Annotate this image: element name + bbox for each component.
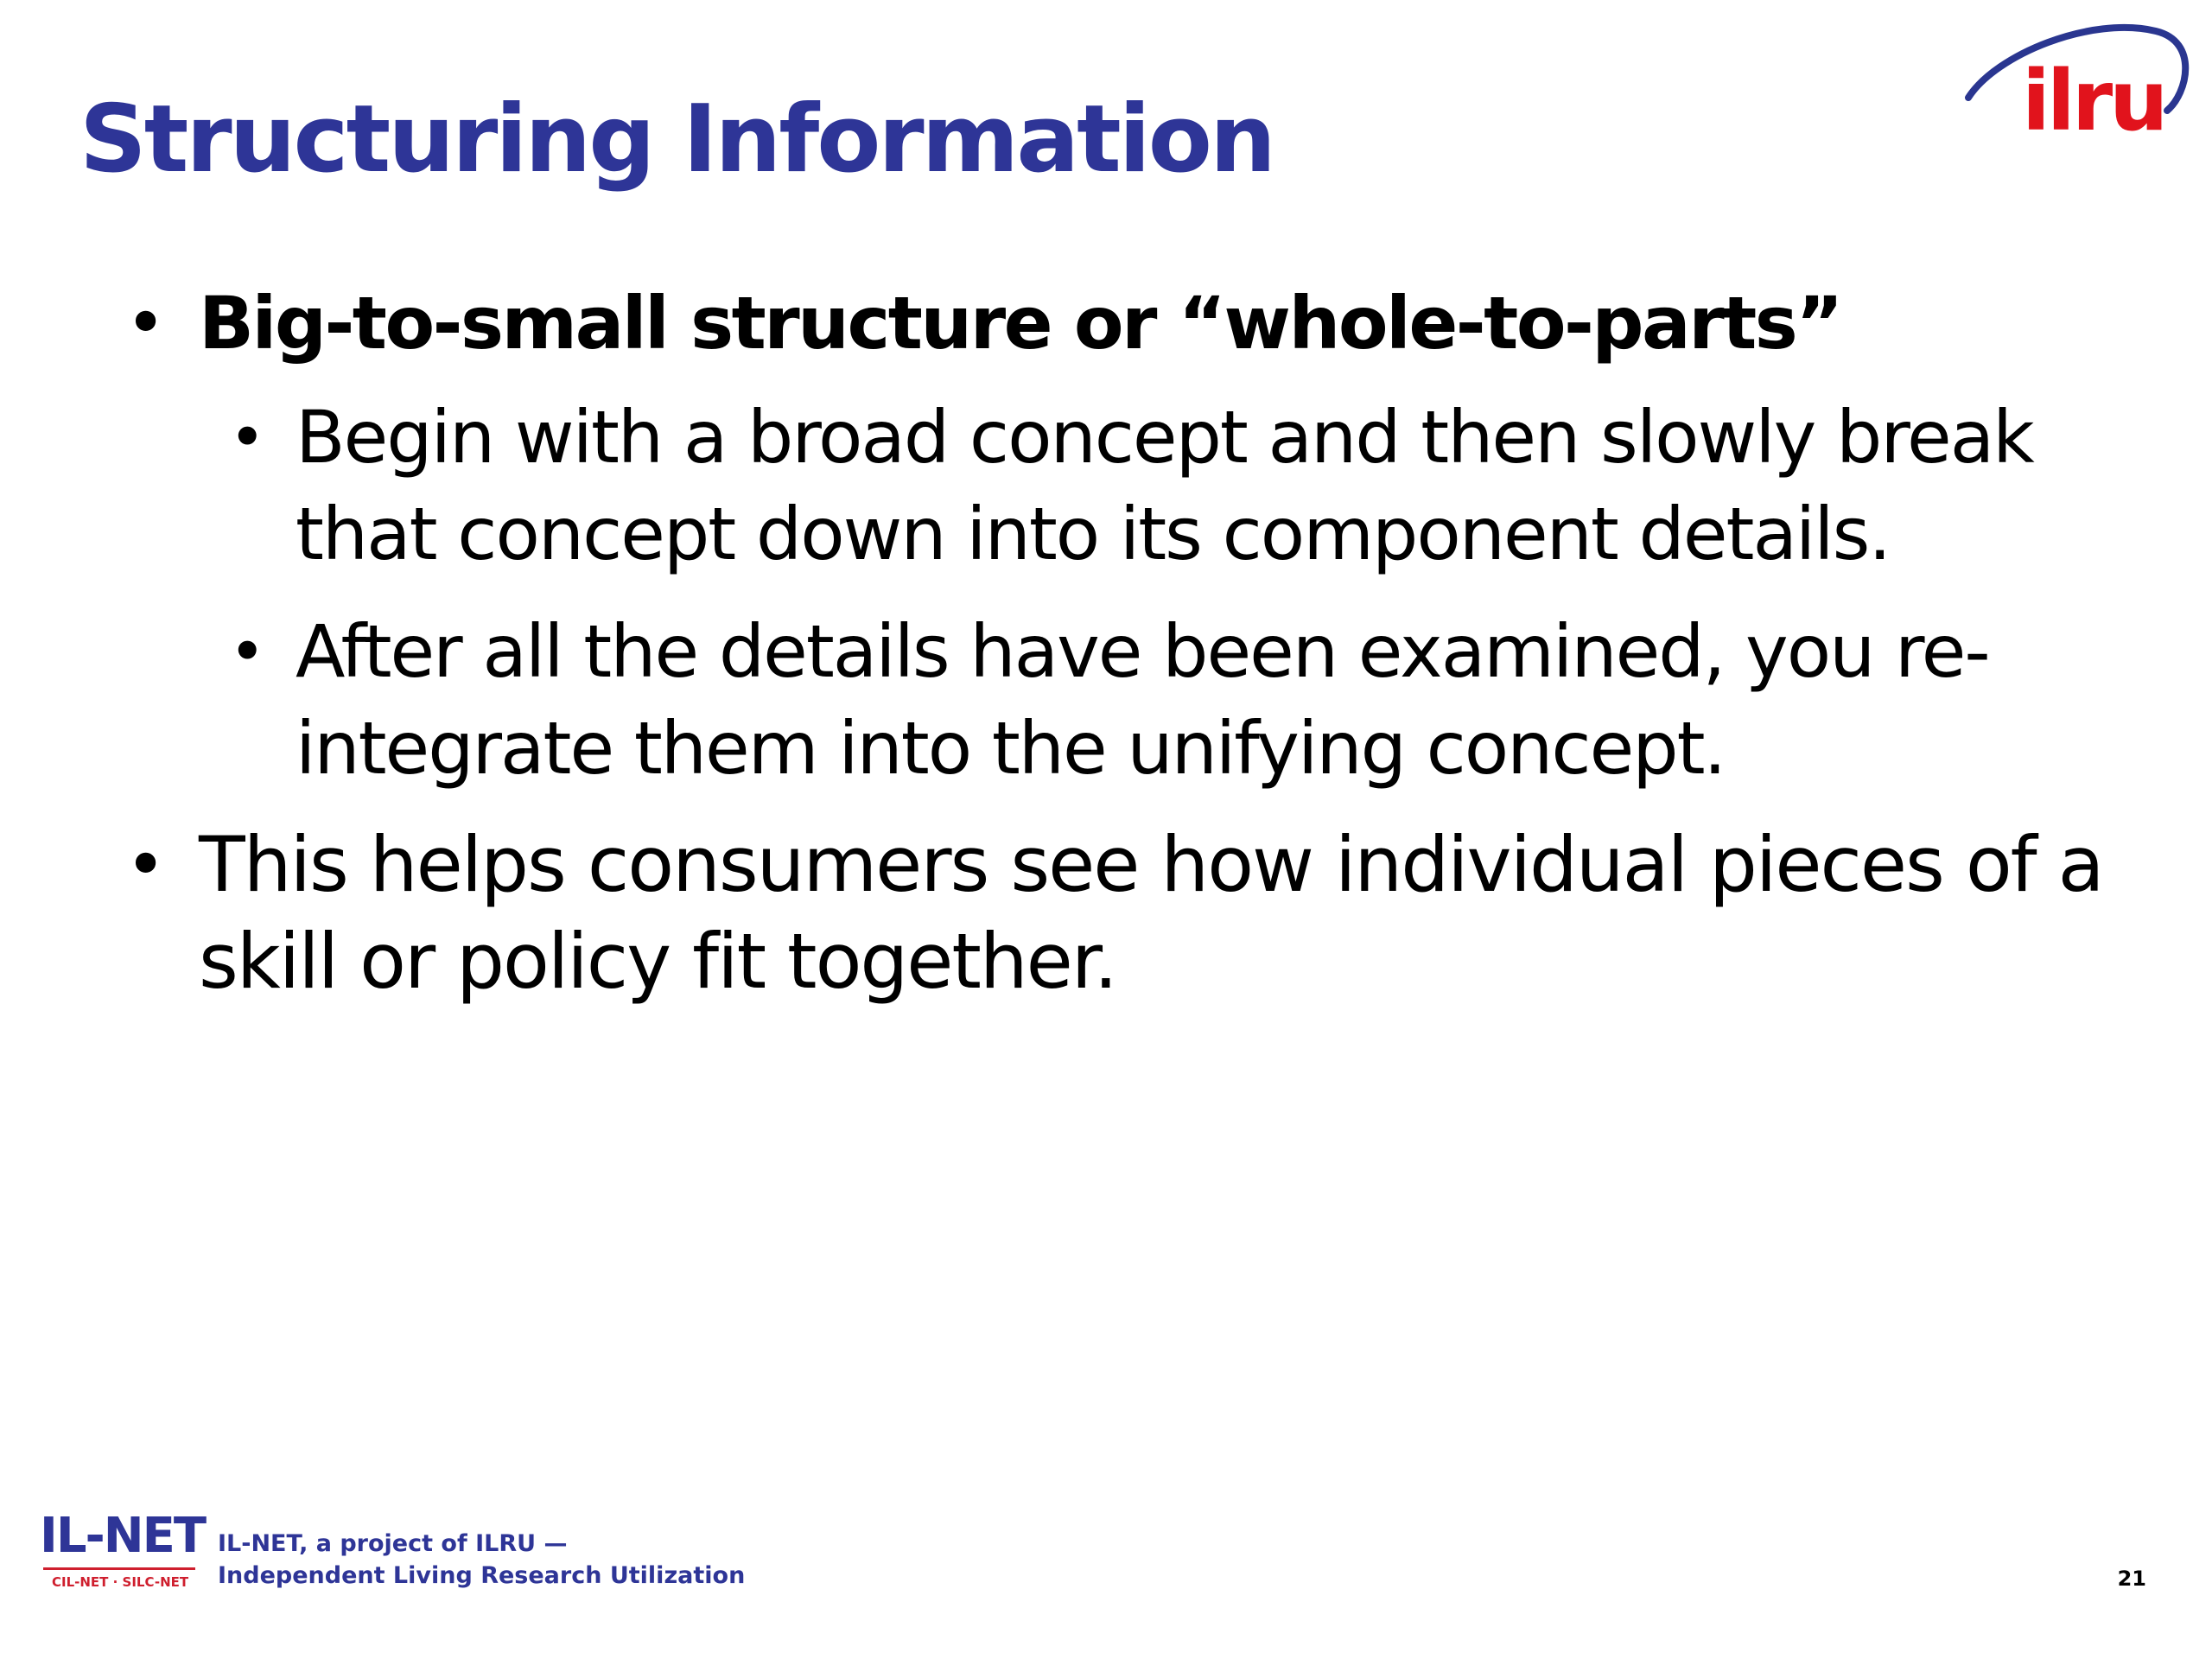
bullet-text-line: Begin with a broad concept and then slowly break — [296, 395, 2033, 480]
bullet-marker: • — [229, 615, 266, 688]
il-net-subbrand: CIL-NET · SILC-NET — [52, 1574, 189, 1590]
bullet-marker: • — [125, 824, 167, 905]
bullet-text-line: After all the details have been examined, you re- — [296, 609, 1989, 694]
footer-org-line: Independent Living Research Utilization — [218, 1562, 746, 1589]
sub-bullet-item — [229, 603, 1989, 797]
il-net-brand: IL-NET — [40, 1508, 206, 1564]
logo-text: ilru — [2022, 53, 2165, 145]
bullet-text-line: Big-to-small structure or “whole-to-parts” — [199, 281, 1841, 365]
bullet-item — [125, 275, 1841, 372]
bullet-item — [125, 817, 2103, 1010]
brand-divider — [43, 1567, 195, 1570]
page-number: 21 — [2117, 1567, 2146, 1591]
footer-org-line: IL-NET, a project of ILRU — — [218, 1530, 568, 1557]
bullet-text-line: skill or policy fit together. — [199, 917, 1116, 1006]
sub-bullet-item — [229, 389, 2033, 582]
slide-title: Structuring Information — [79, 86, 1274, 194]
bullet-text-line: integrate them into the unifying concept. — [296, 706, 1726, 791]
bullet-text-line: This helps consumers see how individual pieces of a — [199, 820, 2103, 909]
bullet-marker: • — [229, 401, 266, 474]
il-net-logo — [40, 1509, 204, 1592]
bullet-marker: • — [125, 283, 167, 363]
bullet-text-line: that concept down into its component details. — [296, 492, 1891, 576]
footer-organization — [218, 1528, 745, 1592]
